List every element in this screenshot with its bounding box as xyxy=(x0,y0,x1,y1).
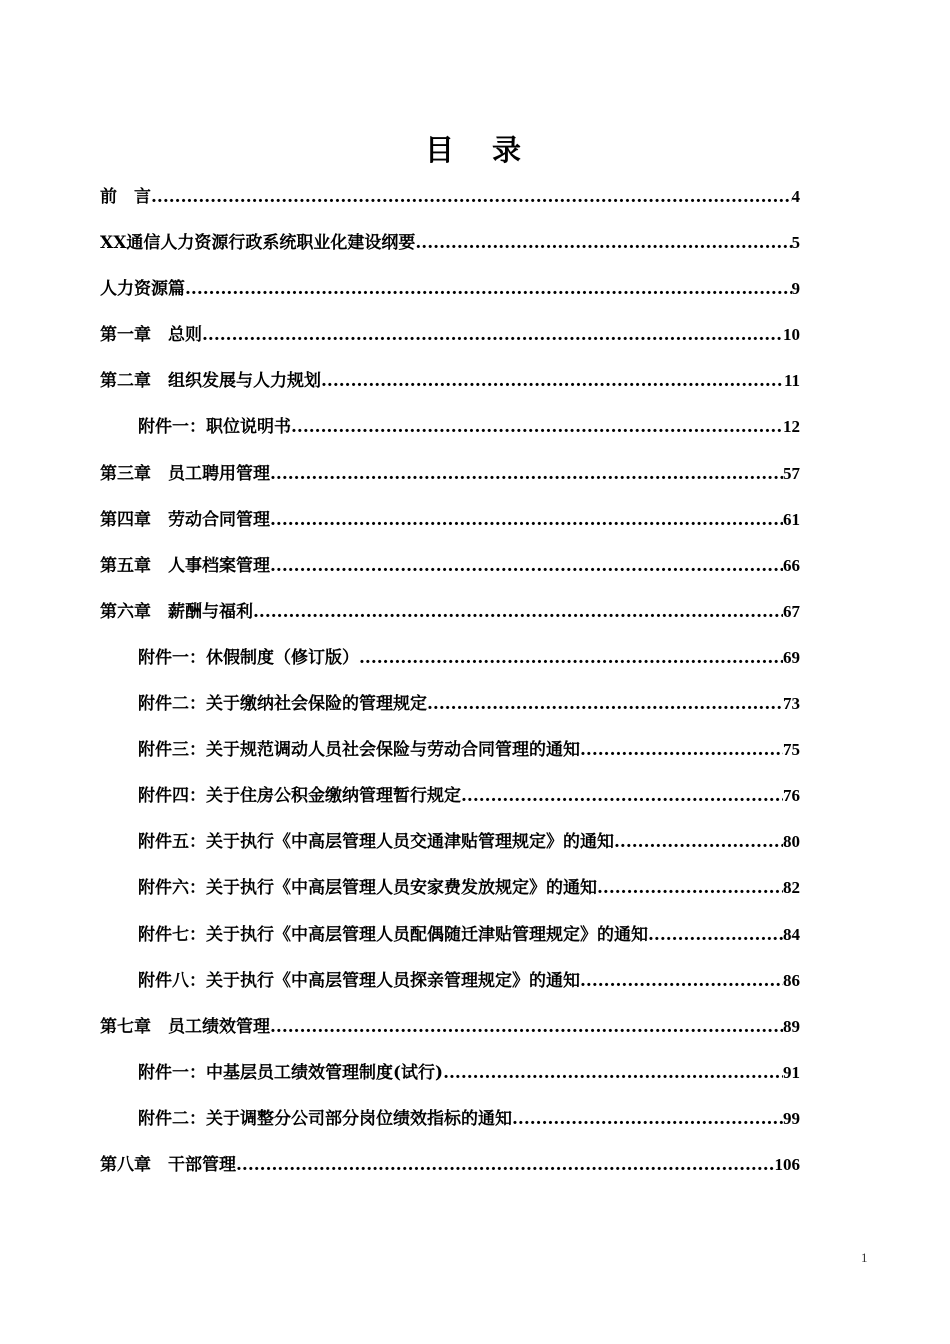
toc-entry-label: 附件二：关于缴纳社会保险的管理规定 xyxy=(138,694,427,715)
toc-entry[interactable] xyxy=(100,1098,800,1144)
toc-entry-page-number: 76 xyxy=(783,786,800,806)
toc-entry-page-number: 11 xyxy=(783,371,800,391)
toc-entry-page-number: 106 xyxy=(774,1154,800,1174)
toc-entry[interactable] xyxy=(100,821,800,867)
dot-leader xyxy=(415,222,791,264)
dot-leader xyxy=(291,406,783,448)
toc-entry-page-number: 82 xyxy=(783,878,800,898)
toc-entry-page-number: 73 xyxy=(783,694,800,714)
dot-leader xyxy=(580,729,783,771)
toc-entry-page-number: 5 xyxy=(791,233,800,253)
toc-entry[interactable] xyxy=(100,406,800,452)
toc-entry[interactable] xyxy=(100,268,800,314)
dot-leader xyxy=(580,960,783,1002)
toc-entry-label: 第一章 总则 xyxy=(100,325,202,346)
dot-leader xyxy=(614,821,783,863)
toc-entry-label: 第二章 组织发展与人力规划 xyxy=(100,371,321,392)
toc-entry[interactable] xyxy=(100,1006,800,1052)
toc-entry[interactable] xyxy=(100,545,800,591)
toc-entry-label: 第七章 员工绩效管理 xyxy=(100,1016,270,1037)
toc-entry[interactable] xyxy=(100,453,800,499)
toc-entry-label: 附件五：关于执行《中高层管理人员交通津贴管理规定》的通知 xyxy=(138,832,614,853)
dot-leader xyxy=(597,867,783,909)
toc-entry[interactable] xyxy=(100,176,800,222)
dot-leader xyxy=(236,1144,775,1186)
toc-entry-page-number: 12 xyxy=(783,417,800,437)
toc-entry-page-number: 61 xyxy=(783,509,800,529)
table-of-contents xyxy=(100,176,800,1190)
toc-entry-page-number: 10 xyxy=(783,325,800,345)
dot-leader xyxy=(270,453,783,495)
toc-entry[interactable] xyxy=(100,775,800,821)
toc-entry[interactable] xyxy=(100,683,800,729)
dot-leader xyxy=(321,360,784,402)
toc-entry[interactable] xyxy=(100,867,800,913)
dot-leader xyxy=(648,914,783,956)
toc-entry-page-number: 89 xyxy=(783,1016,800,1036)
dot-leader xyxy=(185,268,792,310)
dot-leader xyxy=(512,1098,783,1140)
toc-entry[interactable] xyxy=(100,1052,800,1098)
toc-entry[interactable] xyxy=(100,591,800,637)
toc-entry-label: XX通信人力资源行政系统职业化建设纲要 xyxy=(100,233,416,254)
toc-entry[interactable] xyxy=(100,637,800,683)
dot-leader xyxy=(270,1006,783,1048)
toc-entry[interactable] xyxy=(100,314,800,360)
dot-leader xyxy=(202,314,783,356)
toc-entry-label: 第四章 劳动合同管理 xyxy=(100,509,270,530)
toc-entry-label: 附件一：休假制度（修订版） xyxy=(138,647,359,668)
toc-entry-page-number: 67 xyxy=(783,601,800,621)
toc-entry[interactable] xyxy=(100,222,800,268)
toc-entry-label: 附件一：职位说明书 xyxy=(138,417,291,438)
toc-entry-page-number: 84 xyxy=(783,924,800,944)
page-title: 目 录 xyxy=(424,133,536,167)
toc-entry-page-number: 86 xyxy=(783,970,800,990)
toc-entry[interactable] xyxy=(100,914,800,960)
toc-entry-label: 附件三：关于规范调动人员社会保险与劳动合同管理的通知 xyxy=(138,740,580,761)
toc-entry-page-number: 91 xyxy=(783,1062,800,1082)
toc-entry[interactable] xyxy=(100,1144,800,1190)
toc-entry-page-number: 4 xyxy=(791,187,800,206)
toc-entry-label: 第八章 干部管理 xyxy=(100,1154,236,1175)
toc-entry-label: 附件七：关于执行《中高层管理人员配偶随迁津贴管理规定》的通知 xyxy=(138,924,648,945)
toc-entry-label: 附件四：关于住房公积金缴纳管理暂行规定 xyxy=(138,786,461,807)
toc-entry[interactable] xyxy=(100,499,800,545)
toc-entry-label: 前 言 xyxy=(100,187,151,207)
toc-entry-label: 附件六：关于执行《中高层管理人员安家费发放规定》的通知 xyxy=(138,878,597,899)
toc-entry-page-number: 66 xyxy=(783,555,800,575)
toc-entry[interactable] xyxy=(100,729,800,775)
dot-leader xyxy=(270,545,783,587)
dot-leader xyxy=(253,591,783,633)
toc-entry-label: 附件八：关于执行《中高层管理人员探亲管理规定》的通知 xyxy=(138,970,580,991)
dot-leader xyxy=(461,775,783,817)
toc-entry-page-number: 80 xyxy=(783,832,800,852)
toc-entry-page-number: 9 xyxy=(791,279,800,299)
toc-entry-label: 附件一：中基层员工绩效管理制度(试行) xyxy=(138,1062,444,1083)
toc-entry-label: 第六章 薪酬与福利 xyxy=(100,601,253,622)
toc-entry[interactable] xyxy=(100,960,800,1006)
toc-entry-label: 第五章 人事档案管理 xyxy=(100,555,270,576)
toc-entry-label: 附件二：关于调整分公司部分岗位绩效指标的通知 xyxy=(138,1108,512,1129)
toc-entry-page-number: 69 xyxy=(783,647,800,667)
toc-entry-page-number: 75 xyxy=(783,740,800,760)
dot-leader xyxy=(443,1052,783,1094)
toc-entry-label: 人力资源篇 xyxy=(100,279,185,300)
dot-leader xyxy=(151,176,792,218)
dot-leader xyxy=(359,637,783,679)
toc-entry-page-number: 57 xyxy=(783,463,800,483)
dot-leader xyxy=(427,683,783,725)
page-number: 1 xyxy=(861,1250,868,1265)
toc-entry-label: 第三章 员工聘用管理 xyxy=(100,463,270,484)
dot-leader xyxy=(270,499,783,541)
toc-entry-page-number: 99 xyxy=(783,1108,800,1128)
toc-entry[interactable] xyxy=(100,360,800,406)
